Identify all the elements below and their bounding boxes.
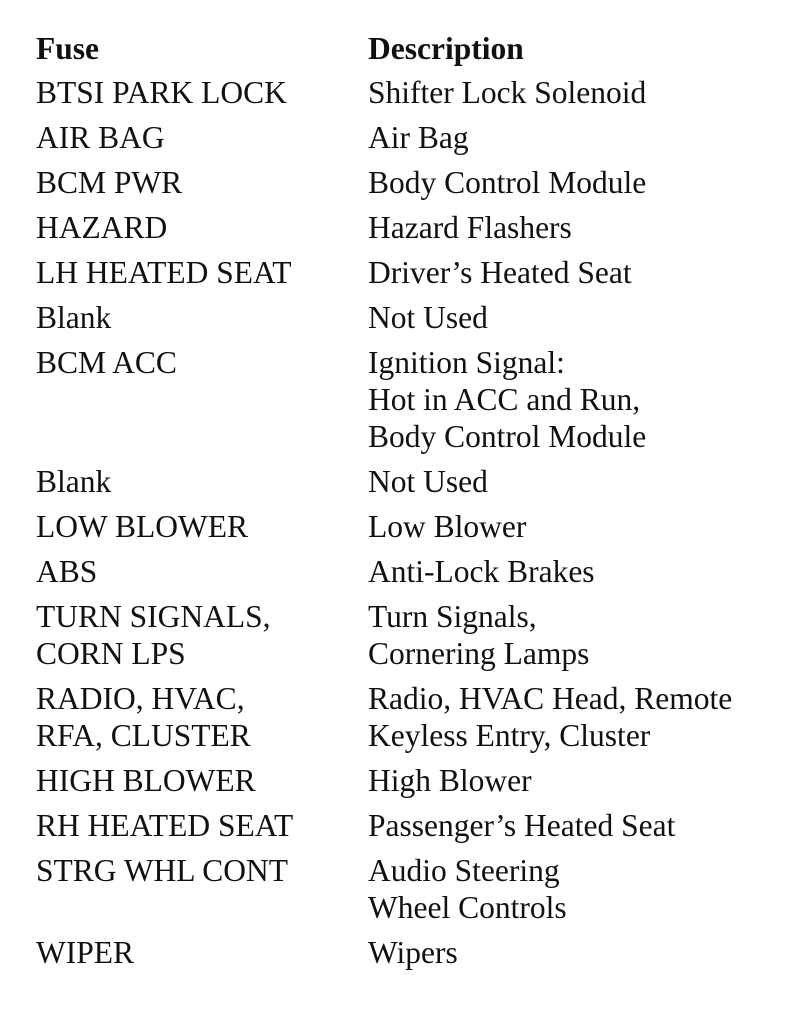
fuse-description: Wipers (368, 935, 458, 970)
fuse-name: HAZARD (36, 210, 168, 245)
table-row (36, 934, 776, 979)
table-row (36, 119, 776, 164)
table-row (36, 299, 776, 344)
fuse-name: LH HEATED SEAT (36, 255, 292, 290)
fuse-table (36, 30, 776, 979)
fuse-description: Hazard Flashers (368, 210, 572, 245)
table-row (36, 680, 776, 762)
table-row (36, 762, 776, 807)
table-row (36, 463, 776, 508)
fuse-description: Passenger’s Heated Seat (368, 808, 676, 843)
fuse-name: Blank (36, 300, 112, 335)
fuse-description: Body Control Module (368, 165, 647, 200)
fuse-name: HIGH BLOWER (36, 763, 256, 798)
fuse-name: BTSI PARK LOCK (36, 75, 287, 110)
description-column-header: Description (368, 31, 524, 66)
fuse-name: ABS (36, 554, 98, 589)
fuse-description: Not Used (368, 464, 488, 499)
fuse-description: High Blower (368, 763, 532, 798)
fuse-description: Radio, HVAC Head, Remote Keyless Entry, Cluster (368, 681, 733, 753)
fuse-name: AIR BAG (36, 120, 165, 155)
fuse-description: Not Used (368, 300, 488, 335)
table-row (36, 598, 776, 680)
table-row (36, 553, 776, 598)
fuse-description: Audio Steering Wheel Controls (368, 853, 567, 925)
table-row (36, 209, 776, 254)
fuse-description: Low Blower (368, 509, 527, 544)
fuse-description: Air Bag (368, 120, 469, 155)
table-row (36, 344, 776, 463)
table-row (36, 852, 776, 934)
fuse-name: WIPER (36, 935, 134, 970)
table-row (36, 164, 776, 209)
fuse-document (36, 30, 776, 979)
fuse-description: Turn Signals, Cornering Lamps (368, 599, 590, 671)
fuse-name: TURN SIGNALS, CORN LPS (36, 599, 271, 671)
fuse-description: Driver’s Heated Seat (368, 255, 632, 290)
table-row (36, 254, 776, 299)
fuse-name: BCM ACC (36, 345, 177, 380)
fuse-name: LOW BLOWER (36, 509, 249, 544)
fuse-name: RADIO, HVAC, RFA, CLUSTER (36, 681, 251, 753)
fuse-name: Blank (36, 464, 112, 499)
fuse-column-header: Fuse (36, 31, 99, 66)
fuse-description: Shifter Lock Solenoid (368, 75, 647, 110)
fuse-description: Ignition Signal: Hot in ACC and Run, Body Control Module (368, 345, 647, 454)
fuse-name: STRG WHL CONT (36, 853, 288, 888)
fuse-name: BCM PWR (36, 165, 183, 200)
header-row (36, 30, 776, 74)
fuse-name: RH HEATED SEAT (36, 808, 294, 843)
fuse-description: Anti-Lock Brakes (368, 554, 595, 589)
table-row (36, 508, 776, 553)
table-row (36, 807, 776, 852)
table-row (36, 74, 776, 119)
